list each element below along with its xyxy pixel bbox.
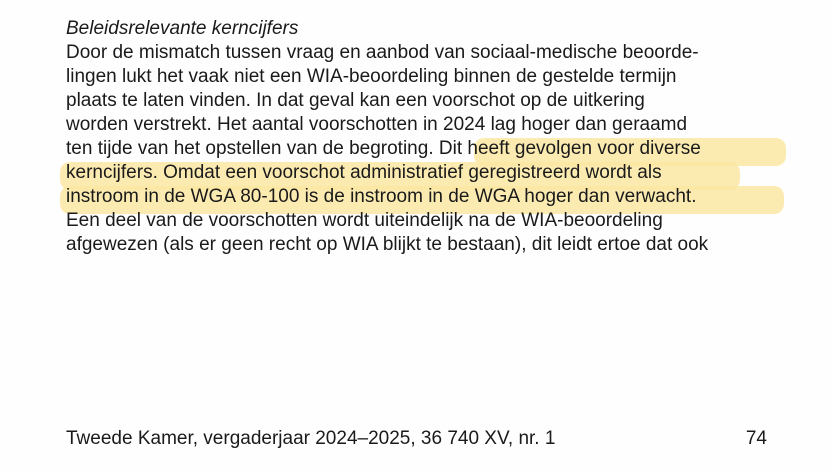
body-line: plaats te laten vinden. In dat geval kan een voorschot op de uitkering [66, 90, 645, 111]
body-line: ten tijde van het opstellen van de begroting. Dit heeft gevolgen voor diverse [66, 138, 701, 159]
body-line: instroom in de WGA 80-100 is de instroom in de WGA hoger dan verwacht. [66, 186, 697, 207]
footer-source: Tweede Kamer, vergaderjaar 2024–2025, 36 740 XV, nr. 1 [66, 428, 556, 449]
body-line: Door de mismatch tussen vraag en aanbod van sociaal-medische beoorde- [66, 42, 699, 63]
body-line: kerncijfers. Omdat een voorschot administratief geregistreerd wordt als [66, 162, 662, 183]
body-line: afgewezen (als er geen recht op WIA blijkt te bestaan), dit leidt ertoe dat ook [66, 234, 709, 255]
body-line: Een deel van de voorschotten wordt uiteindelijk na de WIA-beoordeling [66, 210, 663, 231]
body-line: worden verstrekt. Het aantal voorschotten in 2024 lag hoger dan geraamd [66, 114, 688, 135]
page-number: 74 [745, 428, 767, 449]
section-heading: Beleidsrelevante kerncijfers [66, 18, 299, 39]
body-line: lingen lukt het vaak niet een WIA-beoordeling binnen de gestelde termijn [66, 66, 677, 87]
